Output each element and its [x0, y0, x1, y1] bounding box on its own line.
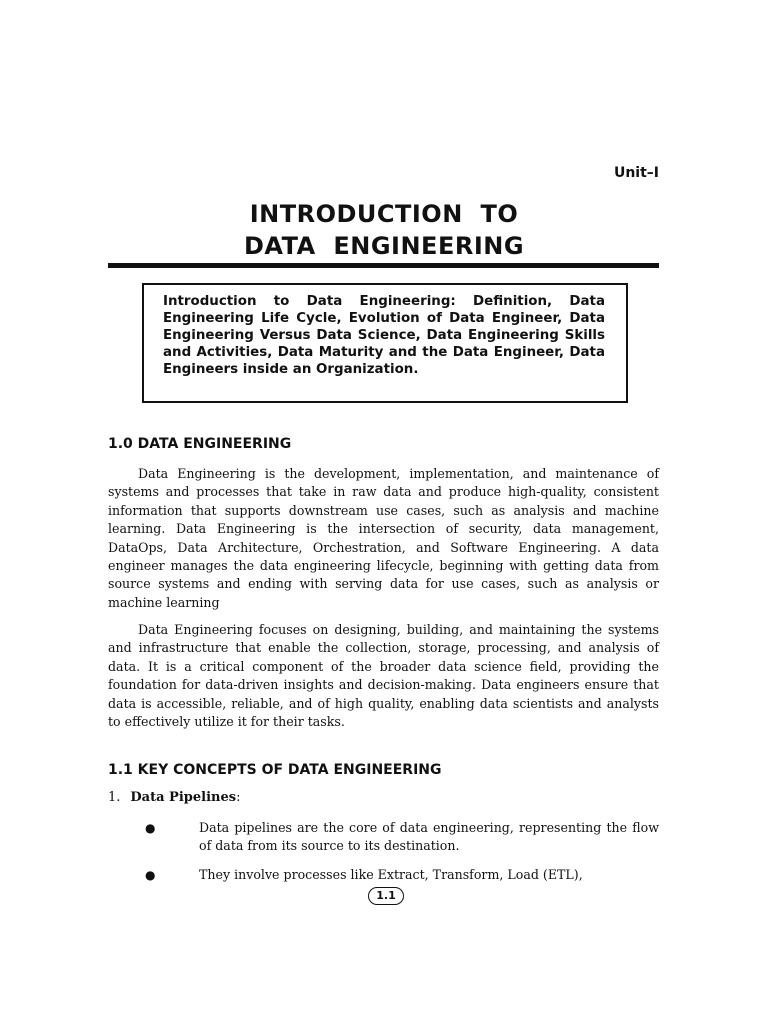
title-rule [108, 263, 659, 268]
item-term: Data Pipelines [130, 790, 237, 805]
item-number: 1. [108, 790, 121, 805]
item-colon: : [236, 790, 241, 805]
bullet-icon: ● [145, 821, 156, 835]
numbered-item-data-pipelines [108, 790, 240, 805]
section-heading-1-0: 1.0 DATA ENGINEERING [108, 436, 292, 452]
chapter-title-line-1: INTRODUCTION TO [249, 200, 519, 228]
page-number: 1.1 [368, 887, 404, 905]
section-heading-1-1: 1.1 KEY CONCEPTS OF DATA ENGINEERING [108, 762, 442, 778]
paragraph-1: Data Engineering is the development, implementation, and maintenance of systems and processes that take in raw data and produce high-quality, consistent information that supports downstream use cases, such as analysis and machine learning. Data Engineering is the intersection of security, data management, DataOps, Data Architecture, Orchestration, and Software Engineering. A data engineer manages the data engineering lifecycle, beginning with getting data from source systems and ending with serving data for use cases, such as analysis or machine learning [108, 466, 659, 610]
bullet-item-1 [145, 819, 659, 856]
chapter-title-line-2: DATA ENGINEERING [243, 232, 525, 260]
chapter-title [108, 198, 660, 262]
bullet-icon: ● [145, 868, 156, 882]
bullet-item-2 [145, 866, 659, 884]
chapter-summary-box: Introduction to Data Engineering: Definition, Data Engineering Life Cycle, Evolution of Data Engineer, Data Engineering Versus Data Science, Data Engineering Skills and Activities, Data Maturity and the Data Engineer, Data Engineers inside an Organization. [142, 283, 628, 403]
bullet-text: Data pipelines are the core of data engineering, representing the flow of data from its source to its destination. [199, 820, 659, 854]
bullet-text: They involve processes like Extract, Transform, Load (ETL), [199, 867, 583, 882]
unit-label: Unit–I [613, 165, 659, 181]
paragraph-2: Data Engineering focuses on designing, building, and maintaining the systems and infrastructure that enable the collection, storage, processing, and analysis of data. It is a critical component of the broader data science field, providing the foundation for data-driven insights and decision-making. Data engineers ensure that data is accessible, reliable, and of high quality, enabling data scientists and analysts to effectively utilize it for their tasks. [108, 622, 659, 730]
